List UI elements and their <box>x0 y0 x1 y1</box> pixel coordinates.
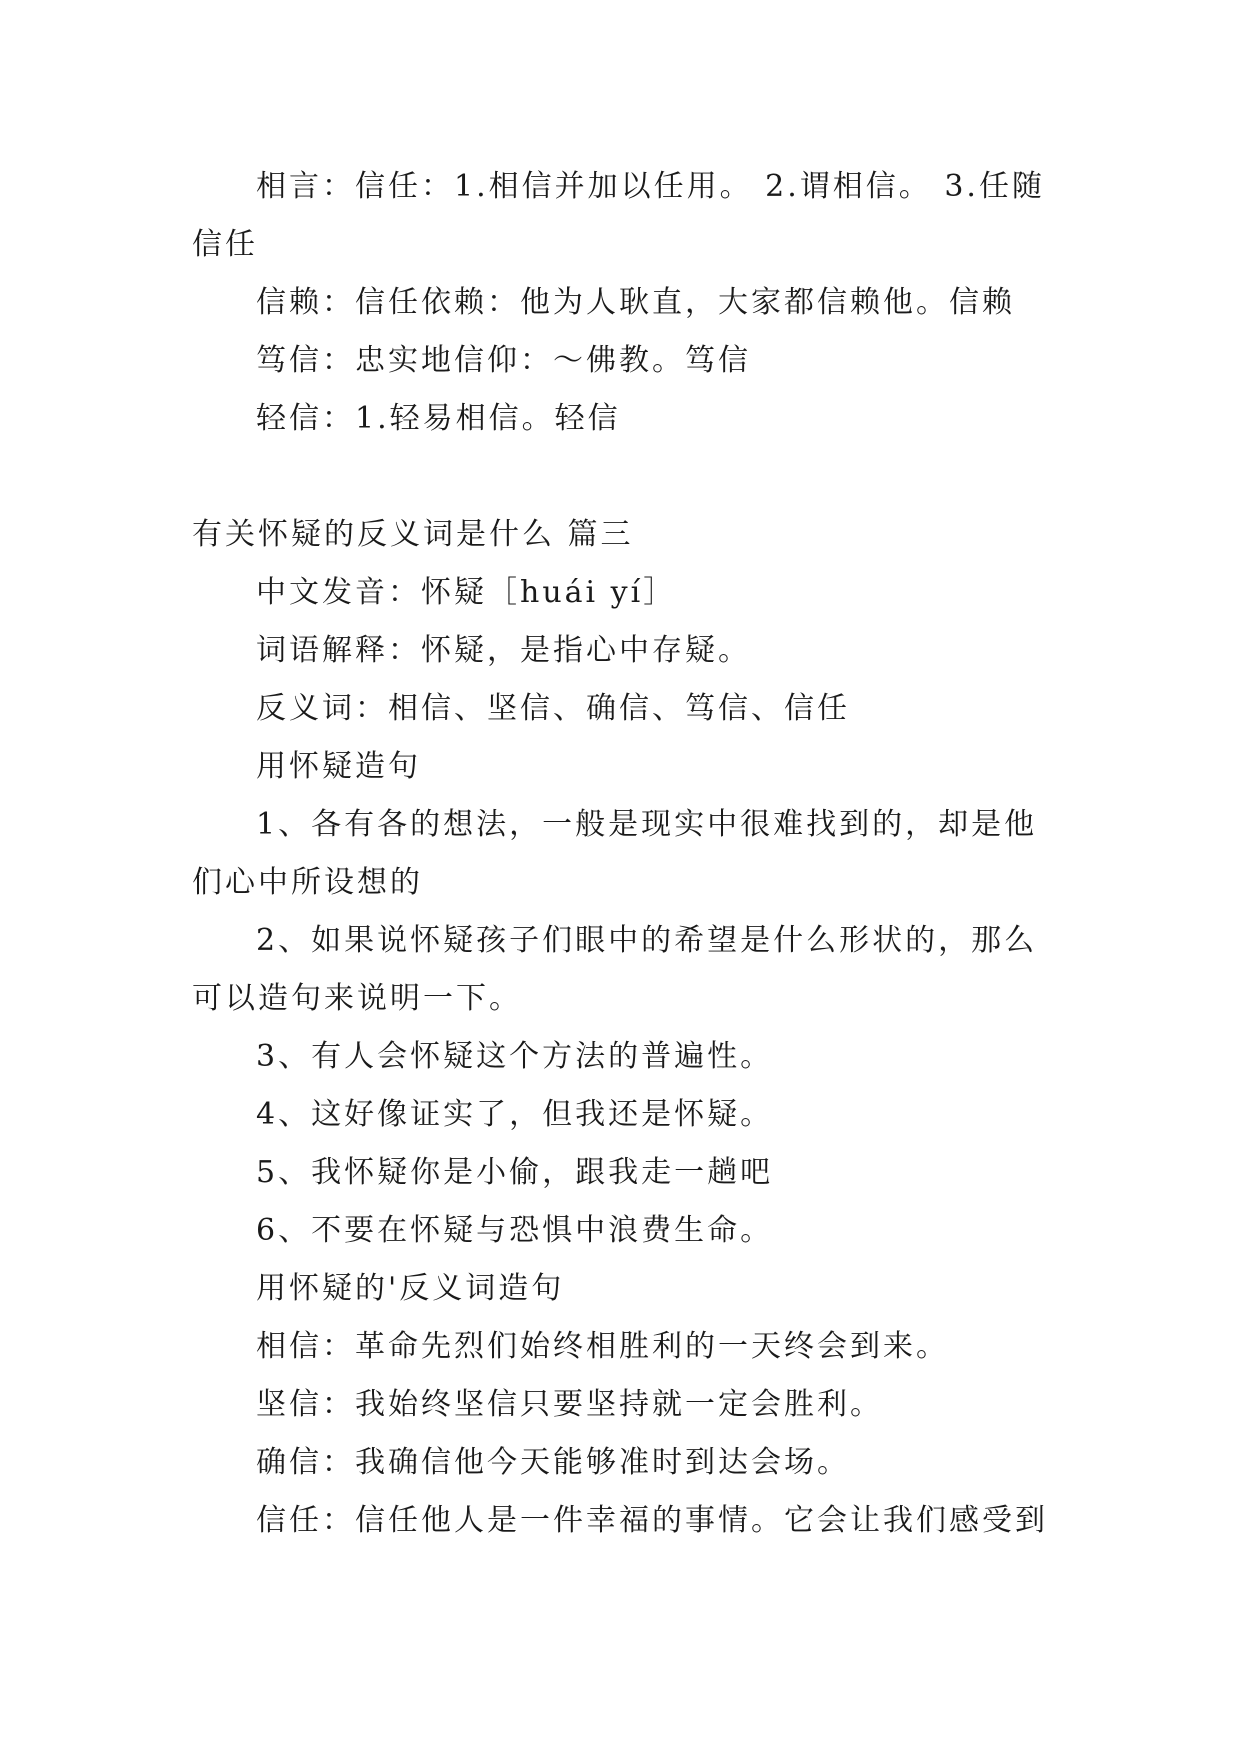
example-sentence-3: 3、有人会怀疑这个方法的普遍性。 <box>256 1039 774 1074</box>
antonym-sentence-xinren: 信任：信任他人是一件幸福的事情。它会让我们感受到 <box>256 1503 1048 1538</box>
paragraph-example-heading: 用怀疑造句 <box>256 749 421 784</box>
antonym-sentence-jianxin: 坚信：我始终坚信只要坚持就一定会胜利。 <box>256 1387 883 1422</box>
paragraph-xiangyan: 相言：信任：1.相信并加以任用。 2.谓相信。 3.任随信任 <box>192 169 1045 262</box>
example-sentence-2: 2、如果说怀疑孩子们眼中的希望是什么形状的，那么可以造句来说明一下。 <box>192 923 1038 1016</box>
paragraph-pronunciation: 中文发音：怀疑［huái yí］ <box>256 575 677 610</box>
section-title: 有关怀疑的反义词是什么 篇三 <box>192 517 634 552</box>
paragraph-xinlai: 信赖：信任依赖：他为人耿直，大家都信赖他。信赖 <box>256 285 1015 320</box>
example-sentence-6: 6、不要在怀疑与恐惧中浪费生命。 <box>256 1213 774 1248</box>
example-sentence-1: 1、各有各的想法，一般是现实中很难找到的，却是他们心中所设想的 <box>192 807 1038 900</box>
antonym-sentence-xiangxin: 相信：革命先烈们始终相胜利的一天终会到来。 <box>256 1329 949 1364</box>
paragraph-duxin: 笃信：忠实地信仰：～佛教。笃信 <box>256 343 751 378</box>
paragraph-qingxin: 轻信：1.轻易相信。轻信 <box>256 401 621 436</box>
document-body <box>192 158 1052 1550</box>
paragraph-explanation: 词语解释：怀疑，是指心中存疑。 <box>256 633 751 668</box>
paragraph-antonyms: 反义词：相信、坚信、确信、笃信、信任 <box>256 691 850 726</box>
antonym-example-heading: 用怀疑的'反义词造句 <box>256 1271 565 1306</box>
antonym-sentence-quexin: 确信：我确信他今天能够准时到达会场。 <box>256 1445 850 1480</box>
example-sentence-4: 4、这好像证实了，但我还是怀疑。 <box>256 1097 774 1132</box>
example-sentence-5: 5、我怀疑你是小偷，跟我走一趟吧 <box>256 1155 774 1190</box>
